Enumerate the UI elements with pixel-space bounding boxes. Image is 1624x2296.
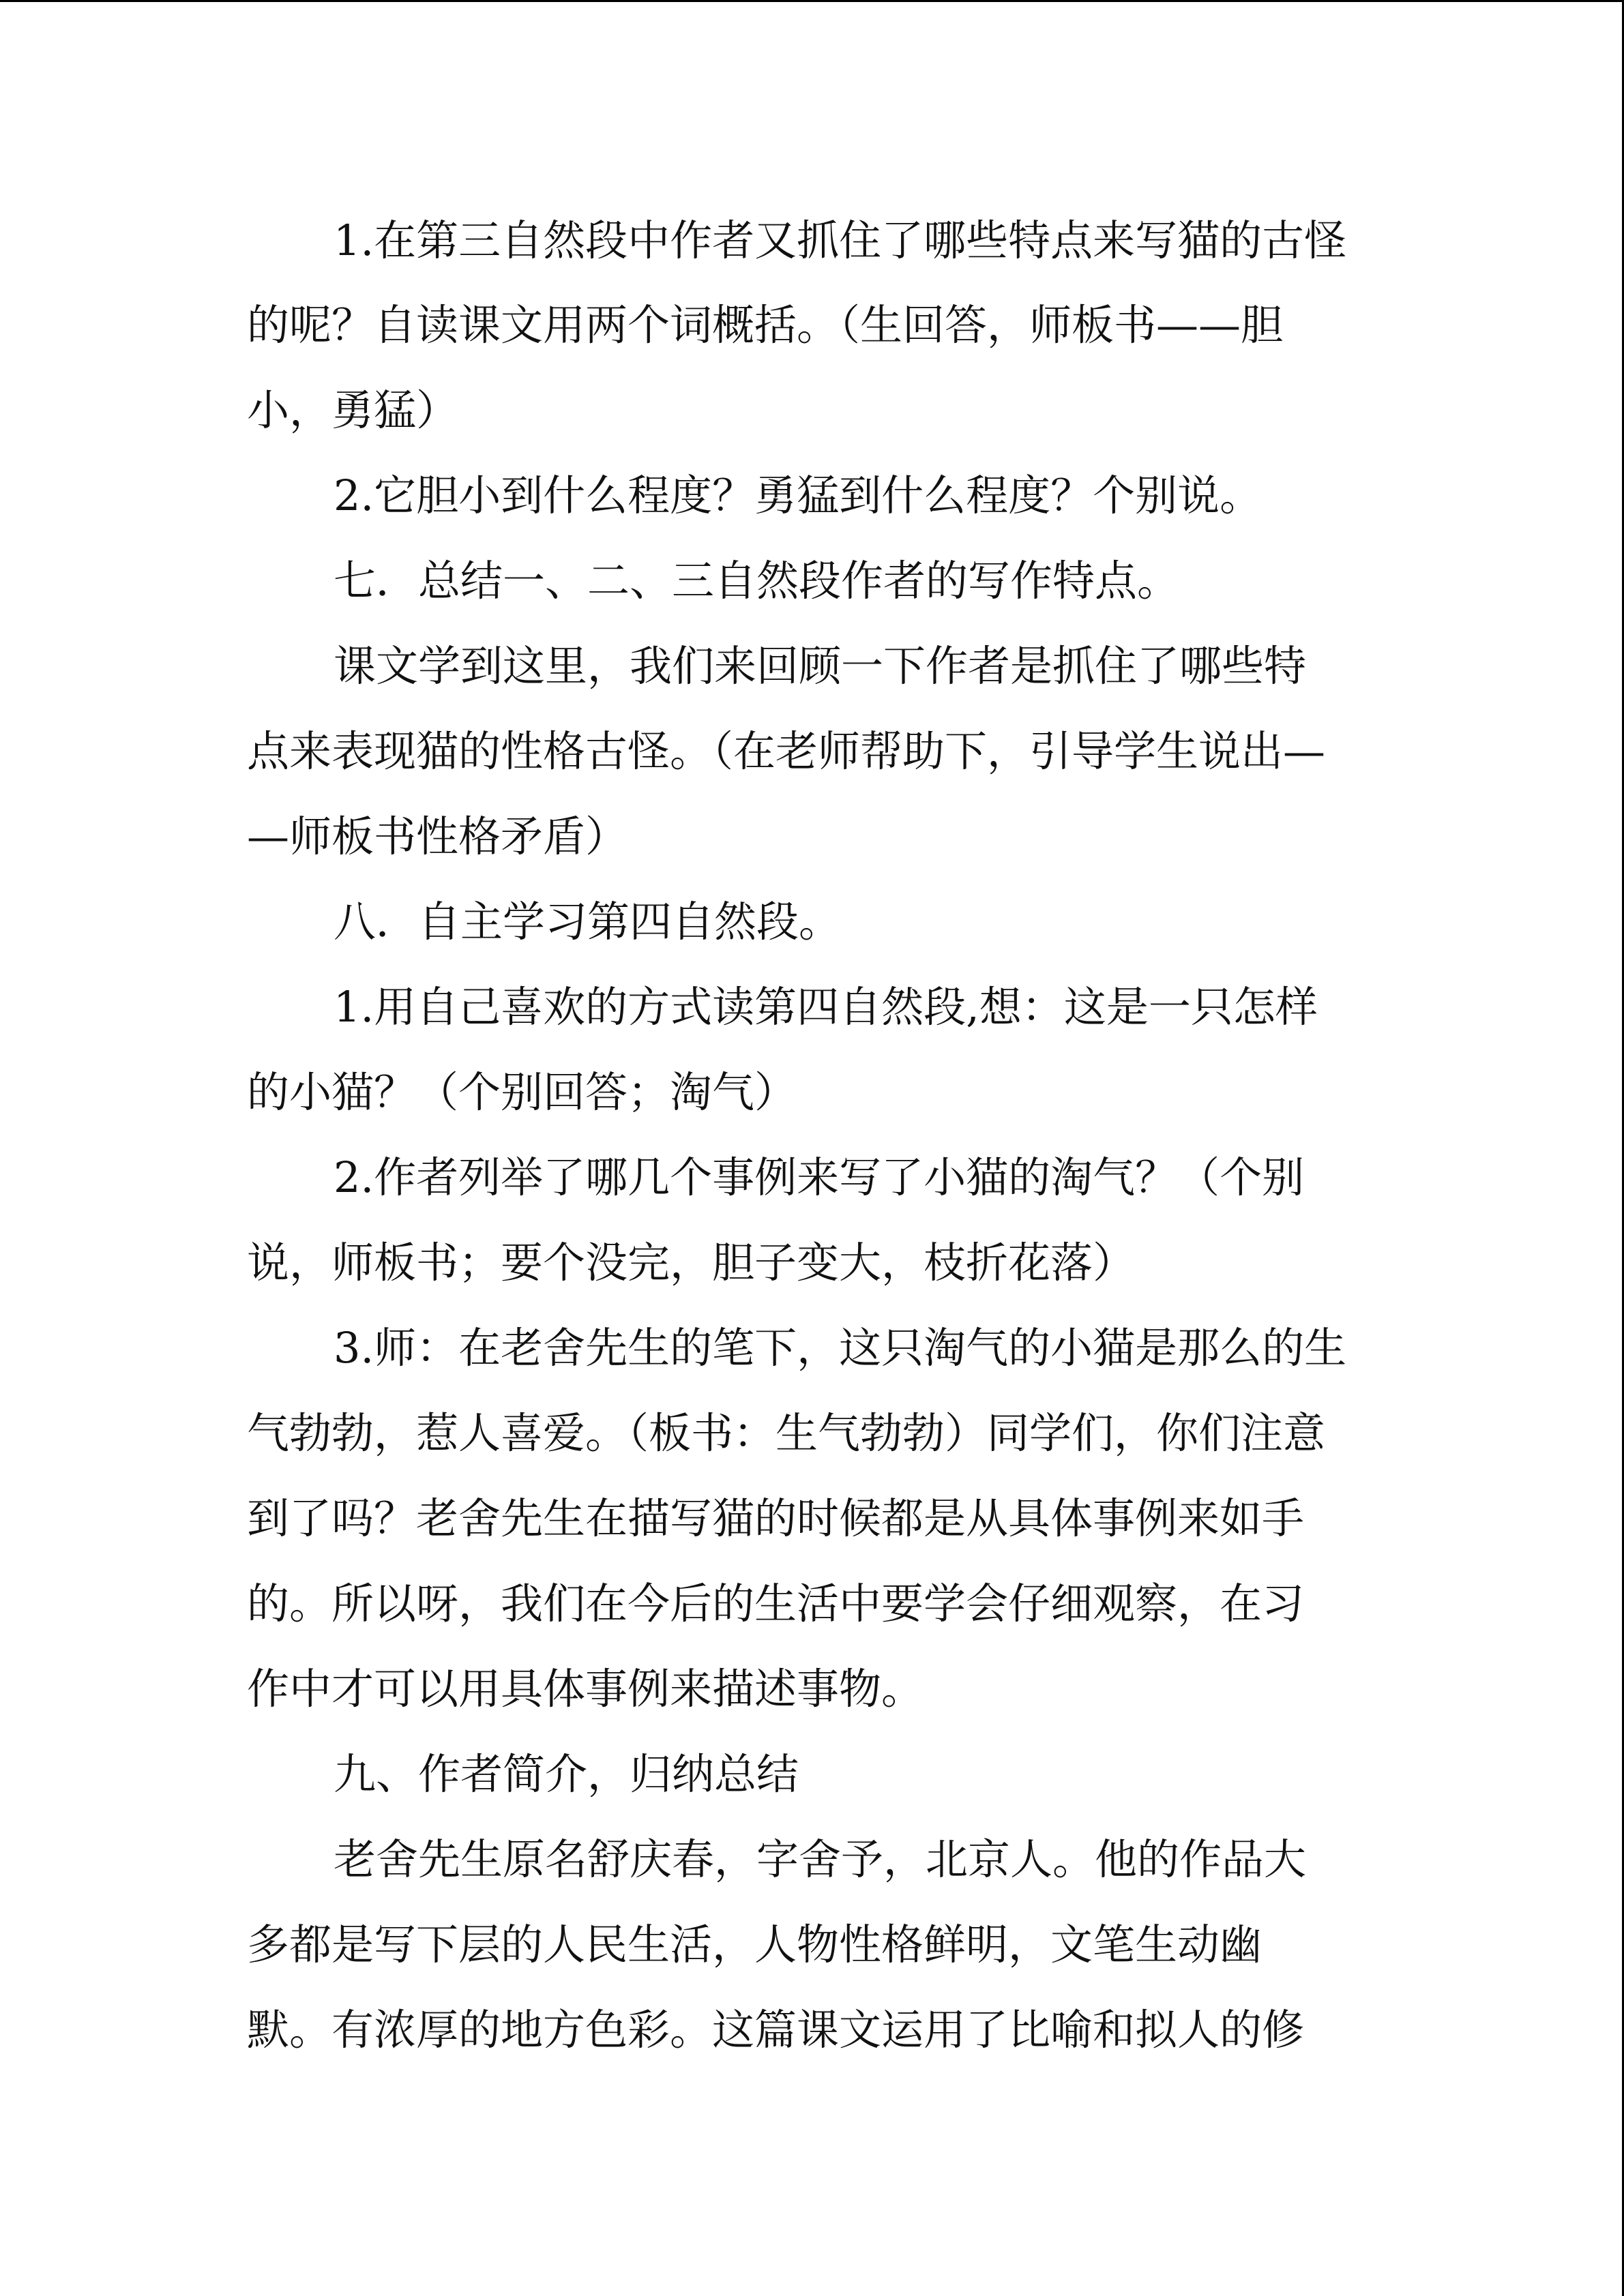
text-line-3: 小，勇猛） [247, 385, 459, 435]
text-line-15: 气勃勃，惹人喜爱。（板书：生气勃勃）同学们，你们注意 [247, 1408, 1326, 1458]
text-line-18: 作中才可以用具体事例来描述事物。 [247, 1664, 924, 1714]
text-line-1: 1.在第三自然段中作者又抓住了哪些特点来写猫的古怪 [334, 215, 1347, 265]
text-line-13: 说，师板书；要个没完，胆子变大，枝折花落） [247, 1238, 1136, 1287]
text-line-9: 八．自主学习第四自然段。 [334, 897, 842, 946]
text-line-7: 点来表现猫的性格古怪。（在老师帮助下，引导学生说出— [247, 726, 1326, 776]
text-line-14: 3.师：在老舍先生的笔下，这只淘气的小猫是那么的生 [334, 1323, 1347, 1373]
text-line-4: 2.它胆小到什么程度？勇猛到什么程度？个别说。 [334, 471, 1263, 520]
text-line-17: 的。所以呀，我们在今后的生活中要学会仔细观察，在习 [247, 1579, 1305, 1628]
text-line-21: 多都是写下层的人民生活，人物性格鲜明，文笔生动幽 [247, 1920, 1263, 1969]
text-line-22: 默。有浓厚的地方色彩。这篇课文运用了比喻和拟人的修 [247, 2005, 1305, 2055]
text-line-2: 的呢？自读课文用两个词概括。（生回答，师板书——胆 [247, 300, 1284, 350]
text-line-8: —师板书性格矛盾） [247, 811, 628, 861]
text-line-20: 老舍先生原名舒庆春，字舍予，北京人。他的作品大 [334, 1834, 1307, 1884]
text-line-10: 1.用自己喜欢的方式读第四自然段,想：这是一只怎样 [334, 982, 1318, 1032]
text-line-11: 的小猫？（个别回答；淘气） [247, 1067, 797, 1117]
text-line-6: 课文学到这里，我们来回顾一下作者是抓住了哪些特 [334, 641, 1307, 691]
text-line-19: 九、作者简介，归纳总结 [334, 1749, 799, 1799]
text-line-16: 到了吗？老舍先生在描写猫的时候都是从具体事例来如手 [247, 1493, 1305, 1543]
text-line-12: 2.作者列举了哪几个事例来写了小猫的淘气？（个别 [334, 1152, 1305, 1202]
text-line-5: 七．总结一、二、三自然段作者的写作特点。 [334, 556, 1180, 606]
